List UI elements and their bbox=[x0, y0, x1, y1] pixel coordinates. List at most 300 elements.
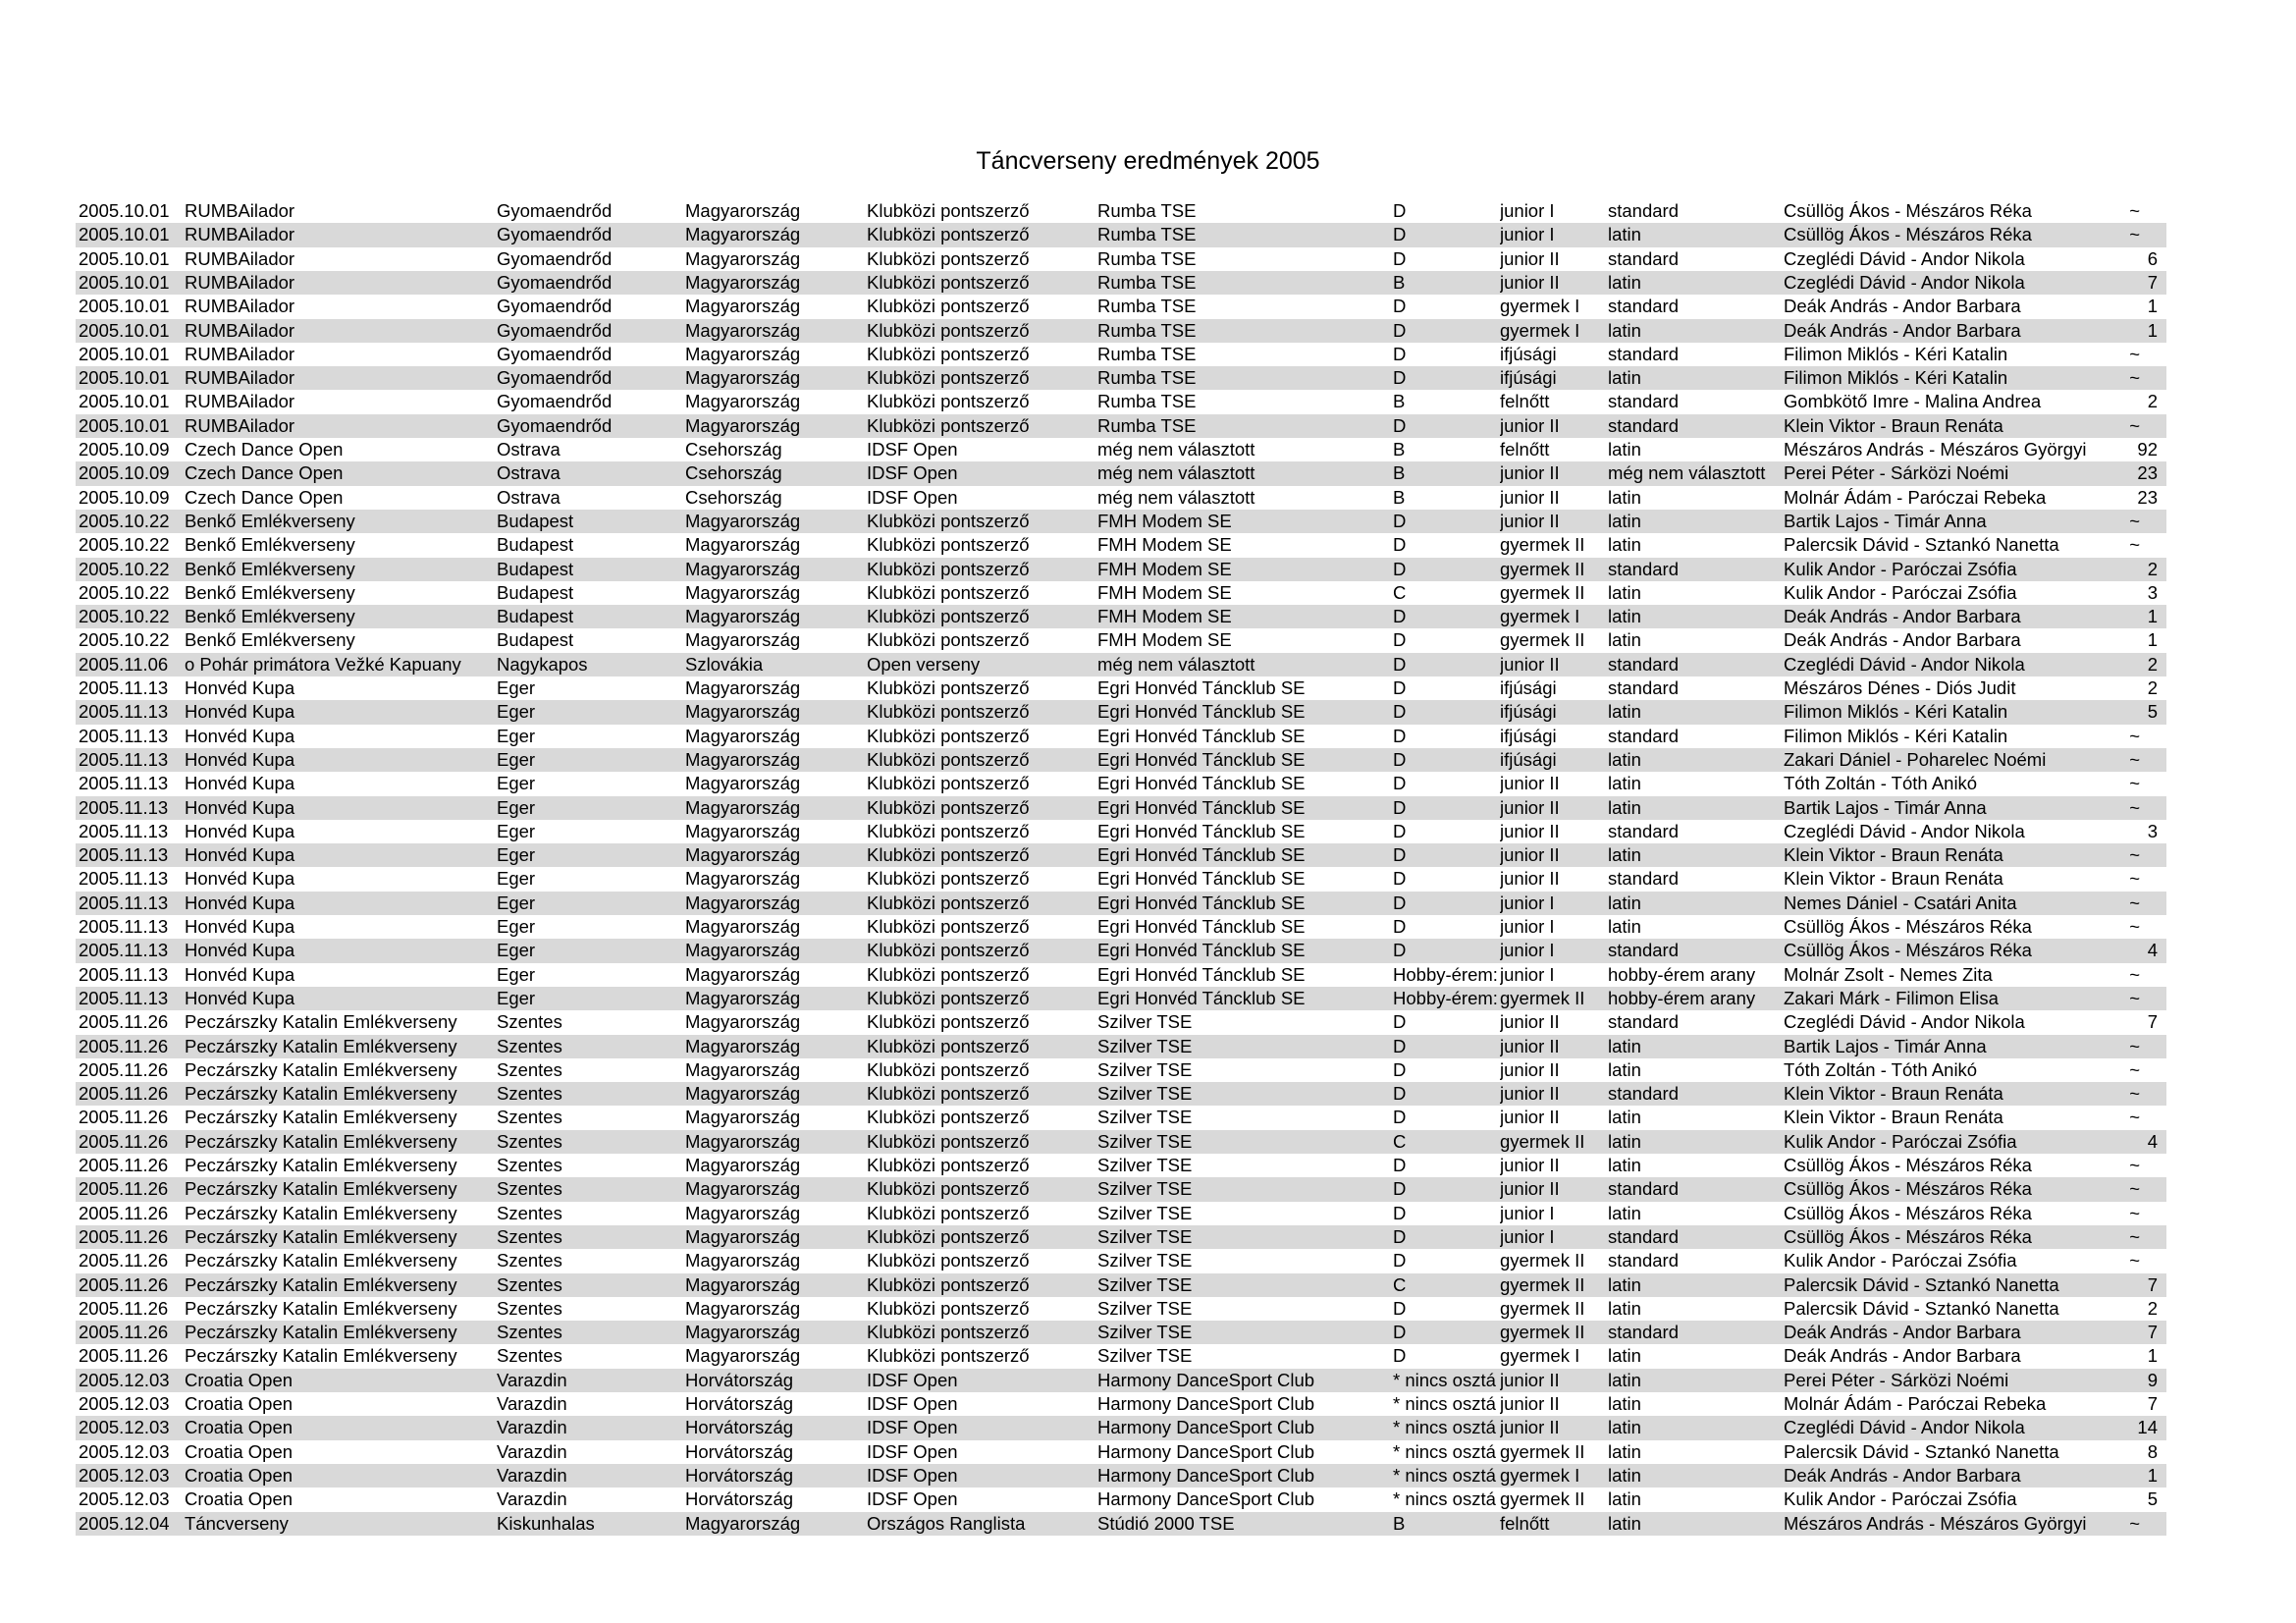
cell-couple: Czeglédi Dávid - Andor Nikola bbox=[1784, 271, 2025, 293]
cell-couple: Deák András - Andor Barbara bbox=[1784, 606, 2021, 627]
cell-result: 7 bbox=[2147, 271, 2158, 293]
cell-date: 2005.10.22 bbox=[79, 581, 170, 603]
cell-age-group: junior II bbox=[1500, 486, 1560, 508]
cell-couple: Klein Viktor - Braun Renáta bbox=[1784, 844, 2003, 866]
table-row bbox=[76, 486, 2166, 510]
cell-event-type: Klubközi pontszerző bbox=[867, 200, 1030, 221]
cell-couple: Mészáros Dénes - Diós Judit bbox=[1784, 677, 2016, 698]
cell-country: Magyarország bbox=[685, 773, 801, 794]
cell-event-type: Klubközi pontszerző bbox=[867, 1107, 1030, 1128]
cell-couple: Deák András - Andor Barbara bbox=[1784, 1322, 2021, 1343]
cell-city: Eger bbox=[497, 963, 536, 985]
cell-result: ~ bbox=[2129, 868, 2140, 890]
cell-date: 2005.10.01 bbox=[79, 367, 170, 389]
cell-competition: Honvéd Kupa bbox=[185, 725, 295, 746]
cell-competition: Peczárszky Katalin Emlékverseny bbox=[185, 1250, 457, 1271]
table-row bbox=[76, 366, 2166, 390]
cell-club: Harmony DanceSport Club bbox=[1097, 1464, 1315, 1486]
cell-age-group: junior I bbox=[1500, 224, 1555, 245]
cell-style: latin bbox=[1608, 1369, 1641, 1390]
cell-age-group: felnőtt bbox=[1500, 439, 1550, 460]
cell-style: latin bbox=[1608, 224, 1641, 245]
cell-event-type: Klubközi pontszerző bbox=[867, 916, 1030, 937]
cell-age-group: junior II bbox=[1500, 510, 1560, 531]
cell-couple: Csüllög Ákos - Mészáros Réka bbox=[1784, 940, 2032, 961]
cell-style: standard bbox=[1608, 820, 1679, 841]
cell-age-group: junior II bbox=[1500, 414, 1560, 436]
cell-couple: Kulik Andor - Paróczai Zsófia bbox=[1784, 558, 2017, 579]
cell-date: 2005.10.22 bbox=[79, 534, 170, 556]
cell-event-type: Open verseny bbox=[867, 653, 981, 675]
cell-competition: RUMBAilador bbox=[185, 319, 295, 341]
cell-country: Magyarország bbox=[685, 1345, 801, 1367]
cell-date: 2005.12.03 bbox=[79, 1464, 170, 1486]
cell-couple: Molnár Zsolt - Nemes Zita bbox=[1784, 963, 1993, 985]
cell-result: ~ bbox=[2129, 1225, 2140, 1247]
cell-competition: Peczárszky Katalin Emlékverseny bbox=[185, 1202, 457, 1223]
cell-competition: RUMBAilador bbox=[185, 200, 295, 221]
cell-age-group: junior II bbox=[1500, 1058, 1560, 1080]
cell-couple: Palercsik Dávid - Sztankó Nanetta bbox=[1784, 1440, 2059, 1462]
cell-date: 2005.11.26 bbox=[79, 1083, 169, 1105]
cell-style: standard bbox=[1608, 296, 1679, 317]
cell-city: Szentes bbox=[497, 1011, 562, 1033]
cell-country: Magyarország bbox=[685, 1011, 801, 1033]
cell-couple: Bartik Lajos - Timár Anna bbox=[1784, 1035, 1987, 1056]
cell-couple: Kulik Andor - Paróczai Zsófia bbox=[1784, 1488, 2017, 1510]
cell-class: * nincs osztá bbox=[1393, 1417, 1496, 1438]
cell-country: Magyarország bbox=[685, 534, 801, 556]
cell-couple: Deák András - Andor Barbara bbox=[1784, 629, 2021, 651]
cell-age-group: gyermek II bbox=[1500, 1440, 1585, 1462]
cell-style: latin bbox=[1608, 1393, 1641, 1414]
cell-event-type: IDSF Open bbox=[867, 1464, 958, 1486]
cell-country: Magyarország bbox=[685, 319, 801, 341]
cell-club: Szilver TSE bbox=[1097, 1297, 1193, 1319]
cell-result: ~ bbox=[2129, 892, 2140, 913]
cell-age-group: felnőtt bbox=[1500, 1512, 1550, 1534]
cell-club: Szilver TSE bbox=[1097, 1058, 1193, 1080]
cell-club: Rumba TSE bbox=[1097, 319, 1197, 341]
cell-competition: RUMBAilador bbox=[185, 391, 295, 412]
cell-competition: Honvéd Kupa bbox=[185, 773, 295, 794]
cell-class: D bbox=[1393, 868, 1407, 890]
cell-couple: Kulik Andor - Paróczai Zsófia bbox=[1784, 1250, 2017, 1271]
cell-class: B bbox=[1393, 486, 1406, 508]
cell-style: latin bbox=[1608, 1202, 1641, 1223]
cell-city: Szentes bbox=[497, 1345, 562, 1367]
cell-city: Gyomaendrőd bbox=[497, 224, 613, 245]
cell-event-type: Klubközi pontszerző bbox=[867, 1155, 1030, 1175]
cell-event-type: Klubközi pontszerző bbox=[867, 1130, 1030, 1152]
cell-club: Egri Honvéd Táncklub SE bbox=[1097, 796, 1306, 818]
cell-event-type: Klubközi pontszerző bbox=[867, 247, 1030, 269]
cell-date: 2005.12.03 bbox=[79, 1393, 170, 1414]
cell-couple: Czeglédi Dávid - Andor Nikola bbox=[1784, 247, 2025, 269]
cell-style: latin bbox=[1608, 1130, 1641, 1152]
cell-club: FMH Modem SE bbox=[1097, 558, 1232, 579]
cell-result: ~ bbox=[2129, 224, 2140, 245]
cell-club: FMH Modem SE bbox=[1097, 510, 1232, 531]
cell-result: ~ bbox=[2129, 1178, 2140, 1200]
table-row bbox=[76, 1297, 2166, 1321]
cell-club: Egri Honvéd Táncklub SE bbox=[1097, 868, 1306, 890]
cell-event-type: Országos Ranglista bbox=[867, 1512, 1026, 1534]
cell-style: latin bbox=[1608, 1488, 1641, 1510]
cell-country: Magyarország bbox=[685, 247, 801, 269]
cell-event-type: Klubközi pontszerző bbox=[867, 1083, 1030, 1105]
cell-couple: Czeglédi Dávid - Andor Nikola bbox=[1784, 653, 2025, 675]
cell-competition: Peczárszky Katalin Emlékverseny bbox=[185, 1345, 457, 1367]
cell-class: D bbox=[1393, 844, 1407, 866]
cell-city: Budapest bbox=[497, 581, 574, 603]
cell-city: Varazdin bbox=[497, 1488, 567, 1510]
cell-event-type: Klubközi pontszerző bbox=[867, 1345, 1030, 1367]
cell-age-group: gyermek II bbox=[1500, 1297, 1585, 1319]
table-row bbox=[76, 1249, 2166, 1272]
cell-country: Magyarország bbox=[685, 296, 801, 317]
cell-event-type: IDSF Open bbox=[867, 486, 958, 508]
table-row bbox=[76, 605, 2166, 628]
cell-age-group: junior I bbox=[1500, 1225, 1555, 1247]
cell-result: ~ bbox=[2129, 1202, 2140, 1223]
cell-country: Magyarország bbox=[685, 748, 801, 770]
cell-date: 2005.12.04 bbox=[79, 1512, 170, 1534]
cell-city: Gyomaendrőd bbox=[497, 414, 613, 436]
cell-club: Rumba TSE bbox=[1097, 271, 1197, 293]
cell-competition: RUMBAilador bbox=[185, 247, 295, 269]
cell-competition: Honvéd Kupa bbox=[185, 796, 295, 818]
cell-style: latin bbox=[1608, 916, 1641, 937]
cell-date: 2005.10.01 bbox=[79, 391, 170, 412]
table-row bbox=[76, 1058, 2166, 1082]
table-row bbox=[76, 295, 2166, 318]
table-row bbox=[76, 628, 2166, 652]
cell-result: ~ bbox=[2129, 414, 2140, 436]
cell-class: C bbox=[1393, 1273, 1407, 1295]
cell-club: FMH Modem SE bbox=[1097, 629, 1232, 651]
cell-competition: RUMBAilador bbox=[185, 271, 295, 293]
cell-couple: Zakari Dániel - Poharelec Noémi bbox=[1784, 748, 2047, 770]
cell-age-group: gyermek I bbox=[1500, 1464, 1580, 1486]
cell-club: Harmony DanceSport Club bbox=[1097, 1440, 1315, 1462]
cell-style: standard bbox=[1608, 558, 1679, 579]
cell-competition: Peczárszky Katalin Emlékverseny bbox=[185, 1083, 457, 1105]
cell-age-group: junior II bbox=[1500, 868, 1560, 890]
table-row bbox=[76, 1082, 2166, 1106]
cell-city: Gyomaendrőd bbox=[497, 296, 613, 317]
cell-result: 5 bbox=[2147, 701, 2158, 723]
cell-club: FMH Modem SE bbox=[1097, 581, 1232, 603]
cell-city: Eger bbox=[497, 748, 536, 770]
cell-class: D bbox=[1393, 725, 1407, 746]
cell-class: D bbox=[1393, 701, 1407, 723]
cell-city: Szentes bbox=[497, 1250, 562, 1271]
cell-city: Szentes bbox=[497, 1155, 562, 1175]
cell-class: D bbox=[1393, 892, 1407, 913]
cell-club: még nem választott bbox=[1097, 486, 1255, 508]
cell-result: ~ bbox=[2129, 1035, 2140, 1056]
cell-country: Magyarország bbox=[685, 1202, 801, 1223]
cell-competition: Croatia Open bbox=[185, 1369, 294, 1390]
cell-couple: Perei Péter - Sárközi Noémi bbox=[1784, 462, 2009, 484]
cell-result: ~ bbox=[2129, 1058, 2140, 1080]
cell-result: 6 bbox=[2147, 247, 2158, 269]
cell-country: Magyarország bbox=[685, 1178, 801, 1200]
cell-couple: Tóth Zoltán - Tóth Anikó bbox=[1784, 773, 1978, 794]
cell-date: 2005.11.26 bbox=[79, 1273, 169, 1295]
cell-couple: Csüllög Ákos - Mészáros Réka bbox=[1784, 1225, 2032, 1247]
cell-class: D bbox=[1393, 367, 1407, 389]
cell-competition: RUMBAilador bbox=[185, 343, 295, 364]
cell-date: 2005.11.13 bbox=[79, 773, 169, 794]
cell-competition: Peczárszky Katalin Emlékverseny bbox=[185, 1130, 457, 1152]
cell-competition: Honvéd Kupa bbox=[185, 963, 295, 985]
cell-city: Eger bbox=[497, 725, 536, 746]
cell-city: Gyomaendrőd bbox=[497, 200, 613, 221]
cell-country: Horvátország bbox=[685, 1488, 794, 1510]
cell-result: 2 bbox=[2147, 677, 2158, 698]
cell-date: 2005.11.06 bbox=[79, 653, 169, 675]
cell-city: Budapest bbox=[497, 534, 574, 556]
cell-age-group: junior II bbox=[1500, 1155, 1560, 1175]
cell-class: C bbox=[1393, 581, 1407, 603]
cell-age-group: gyermek II bbox=[1500, 987, 1585, 1008]
cell-result: ~ bbox=[2129, 773, 2140, 794]
cell-city: Szentes bbox=[497, 1178, 562, 1200]
cell-country: Magyarország bbox=[685, 1512, 801, 1534]
cell-country: Horvátország bbox=[685, 1393, 794, 1414]
cell-country: Csehország bbox=[685, 486, 782, 508]
cell-age-group: junior II bbox=[1500, 1178, 1560, 1200]
cell-result: 3 bbox=[2147, 581, 2158, 603]
cell-couple: Zakari Márk - Filimon Elisa bbox=[1784, 987, 1999, 1008]
cell-club: Harmony DanceSport Club bbox=[1097, 1369, 1315, 1390]
table-row bbox=[76, 1464, 2166, 1488]
cell-event-type: Klubközi pontszerző bbox=[867, 296, 1030, 317]
cell-class: D bbox=[1393, 1035, 1407, 1056]
cell-class: D bbox=[1393, 558, 1407, 579]
cell-event-type: Klubközi pontszerző bbox=[867, 391, 1030, 412]
cell-couple: Klein Viktor - Braun Renáta bbox=[1784, 414, 2003, 436]
cell-age-group: gyermek I bbox=[1500, 606, 1580, 627]
cell-competition: Benkő Emlékverseny bbox=[185, 629, 355, 651]
cell-club: Rumba TSE bbox=[1097, 414, 1197, 436]
cell-country: Magyarország bbox=[685, 1297, 801, 1319]
cell-competition: Croatia Open bbox=[185, 1393, 294, 1414]
cell-style: latin bbox=[1608, 606, 1641, 627]
cell-couple: Palercsik Dávid - Sztankó Nanetta bbox=[1784, 534, 2059, 556]
cell-club: Egri Honvéd Táncklub SE bbox=[1097, 725, 1306, 746]
cell-style: standard bbox=[1608, 1250, 1679, 1271]
cell-couple: Nemes Dániel - Csatári Anita bbox=[1784, 892, 2017, 913]
cell-result: ~ bbox=[2129, 796, 2140, 818]
cell-age-group: gyermek II bbox=[1500, 581, 1585, 603]
cell-city: Budapest bbox=[497, 558, 574, 579]
cell-date: 2005.11.26 bbox=[79, 1178, 169, 1200]
table-row bbox=[76, 725, 2166, 748]
cell-city: Gyomaendrőd bbox=[497, 247, 613, 269]
cell-date: 2005.11.26 bbox=[79, 1297, 169, 1319]
cell-style: standard bbox=[1608, 725, 1679, 746]
cell-class: D bbox=[1393, 606, 1407, 627]
cell-competition: Peczárszky Katalin Emlékverseny bbox=[185, 1178, 457, 1200]
cell-event-type: Klubközi pontszerző bbox=[867, 558, 1030, 579]
cell-couple: Perei Péter - Sárközi Noémi bbox=[1784, 1369, 2009, 1390]
cell-result: 14 bbox=[2137, 1417, 2158, 1438]
cell-couple: Tóth Zoltán - Tóth Anikó bbox=[1784, 1058, 1978, 1080]
cell-competition: Peczárszky Katalin Emlékverseny bbox=[185, 1035, 457, 1056]
cell-couple: Bartik Lajos - Timár Anna bbox=[1784, 510, 1987, 531]
table-row bbox=[76, 796, 2166, 820]
cell-date: 2005.10.01 bbox=[79, 247, 170, 269]
cell-event-type: Klubközi pontszerző bbox=[867, 677, 1030, 698]
cell-age-group: junior II bbox=[1500, 1011, 1560, 1033]
cell-competition: Honvéd Kupa bbox=[185, 940, 295, 961]
cell-competition: Czech Dance Open bbox=[185, 439, 344, 460]
cell-class: D bbox=[1393, 1250, 1407, 1271]
cell-age-group: junior II bbox=[1500, 1107, 1560, 1128]
cell-country: Magyarország bbox=[685, 200, 801, 221]
cell-age-group: junior I bbox=[1500, 200, 1555, 221]
cell-class: D bbox=[1393, 773, 1407, 794]
cell-class: D bbox=[1393, 940, 1407, 961]
table-row bbox=[76, 700, 2166, 724]
cell-class: D bbox=[1393, 1345, 1407, 1367]
cell-couple: Czeglédi Dávid - Andor Nikola bbox=[1784, 1011, 2025, 1033]
cell-club: Szilver TSE bbox=[1097, 1083, 1193, 1105]
cell-style: latin bbox=[1608, 773, 1641, 794]
cell-club: még nem választott bbox=[1097, 462, 1255, 484]
cell-club: Rumba TSE bbox=[1097, 391, 1197, 412]
table-row bbox=[76, 533, 2166, 557]
cell-age-group: junior I bbox=[1500, 916, 1555, 937]
cell-event-type: IDSF Open bbox=[867, 1488, 958, 1510]
cell-class: Hobby-érem: bbox=[1393, 987, 1498, 1008]
cell-competition: Benkő Emlékverseny bbox=[185, 581, 355, 603]
cell-class: * nincs osztá bbox=[1393, 1440, 1496, 1462]
cell-class: D bbox=[1393, 1225, 1407, 1247]
cell-city: Eger bbox=[497, 701, 536, 723]
cell-competition: Peczárszky Katalin Emlékverseny bbox=[185, 1058, 457, 1080]
cell-class: D bbox=[1393, 200, 1407, 221]
cell-city: Ostrava bbox=[497, 462, 561, 484]
cell-date: 2005.11.26 bbox=[79, 1107, 169, 1128]
cell-event-type: Klubközi pontszerző bbox=[867, 1250, 1030, 1271]
cell-couple: Deák András - Andor Barbara bbox=[1784, 319, 2021, 341]
cell-event-type: IDSF Open bbox=[867, 1393, 958, 1414]
cell-event-type: Klubközi pontszerző bbox=[867, 773, 1030, 794]
cell-result: 8 bbox=[2147, 1440, 2158, 1462]
cell-event-type: IDSF Open bbox=[867, 462, 958, 484]
cell-result: ~ bbox=[2129, 367, 2140, 389]
table-row bbox=[76, 1440, 2166, 1464]
cell-age-group: junior I bbox=[1500, 1202, 1555, 1223]
cell-result: ~ bbox=[2129, 510, 2140, 531]
cell-event-type: Klubközi pontszerző bbox=[867, 1273, 1030, 1295]
cell-couple: Molnár Ádám - Paróczai Rebeka bbox=[1784, 486, 2047, 508]
cell-competition: Peczárszky Katalin Emlékverseny bbox=[185, 1322, 457, 1343]
cell-class: D bbox=[1393, 1011, 1407, 1033]
cell-city: Szentes bbox=[497, 1273, 562, 1295]
table-row bbox=[76, 676, 2166, 700]
cell-city: Szentes bbox=[497, 1083, 562, 1105]
cell-event-type: Klubközi pontszerző bbox=[867, 414, 1030, 436]
cell-club: Szilver TSE bbox=[1097, 1250, 1193, 1271]
cell-competition: Croatia Open bbox=[185, 1488, 294, 1510]
cell-club: Szilver TSE bbox=[1097, 1225, 1193, 1247]
cell-result: ~ bbox=[2129, 534, 2140, 556]
cell-date: 2005.12.03 bbox=[79, 1417, 170, 1438]
cell-style: latin bbox=[1608, 439, 1641, 460]
cell-country: Magyarország bbox=[685, 367, 801, 389]
cell-event-type: Klubközi pontszerző bbox=[867, 1035, 1030, 1056]
cell-event-type: Klubközi pontszerző bbox=[867, 1202, 1030, 1223]
cell-couple: Czeglédi Dávid - Andor Nikola bbox=[1784, 820, 2025, 841]
cell-couple: Filimon Miklós - Kéri Katalin bbox=[1784, 701, 2008, 723]
cell-club: Rumba TSE bbox=[1097, 247, 1197, 269]
cell-city: Szentes bbox=[497, 1225, 562, 1247]
cell-country: Magyarország bbox=[685, 1107, 801, 1128]
cell-country: Magyarország bbox=[685, 844, 801, 866]
cell-city: Varazdin bbox=[497, 1393, 567, 1414]
cell-date: 2005.11.13 bbox=[79, 844, 169, 866]
cell-style: latin bbox=[1608, 1107, 1641, 1128]
cell-country: Magyarország bbox=[685, 1130, 801, 1152]
cell-couple: Kulik Andor - Paróczai Zsófia bbox=[1784, 581, 2017, 603]
cell-competition: RUMBAilador bbox=[185, 414, 295, 436]
cell-age-group: junior II bbox=[1500, 820, 1560, 841]
cell-city: Szentes bbox=[497, 1058, 562, 1080]
cell-class: D bbox=[1393, 1202, 1407, 1223]
table-row bbox=[76, 1010, 2166, 1034]
cell-age-group: ifjúsági bbox=[1500, 343, 1557, 364]
cell-result: ~ bbox=[2129, 844, 2140, 866]
cell-country: Magyarország bbox=[685, 1083, 801, 1105]
cell-country: Horvátország bbox=[685, 1369, 794, 1390]
cell-result: 2 bbox=[2147, 1297, 2158, 1319]
cell-result: 1 bbox=[2147, 629, 2158, 651]
cell-country: Magyarország bbox=[685, 224, 801, 245]
cell-event-type: Klubközi pontszerző bbox=[867, 748, 1030, 770]
cell-couple: Csüllög Ákos - Mészáros Réka bbox=[1784, 916, 2032, 937]
cell-couple: Csüllög Ákos - Mészáros Réka bbox=[1784, 224, 2032, 245]
cell-result: 7 bbox=[2147, 1322, 2158, 1343]
cell-result: 7 bbox=[2147, 1011, 2158, 1033]
cell-age-group: gyermek I bbox=[1500, 319, 1580, 341]
cell-event-type: Klubközi pontszerző bbox=[867, 1297, 1030, 1319]
cell-age-group: ifjúsági bbox=[1500, 701, 1557, 723]
cell-result: ~ bbox=[2129, 987, 2140, 1008]
cell-city: Gyomaendrőd bbox=[497, 367, 613, 389]
cell-result: 1 bbox=[2147, 319, 2158, 341]
cell-style: standard bbox=[1608, 414, 1679, 436]
cell-city: Eger bbox=[497, 892, 536, 913]
cell-class: D bbox=[1393, 319, 1407, 341]
cell-class: D bbox=[1393, 343, 1407, 364]
table-row bbox=[76, 1130, 2166, 1154]
cell-event-type: Klubközi pontszerző bbox=[867, 343, 1030, 364]
cell-club: Egri Honvéd Táncklub SE bbox=[1097, 916, 1306, 937]
cell-country: Magyarország bbox=[685, 820, 801, 841]
cell-competition: Honvéd Kupa bbox=[185, 868, 295, 890]
cell-class: B bbox=[1393, 271, 1406, 293]
cell-country: Szlovákia bbox=[685, 653, 764, 675]
cell-event-type: Klubközi pontszerző bbox=[867, 796, 1030, 818]
cell-competition: Benkő Emlékverseny bbox=[185, 510, 355, 531]
cell-date: 2005.11.26 bbox=[79, 1345, 169, 1367]
table-row bbox=[76, 963, 2166, 987]
